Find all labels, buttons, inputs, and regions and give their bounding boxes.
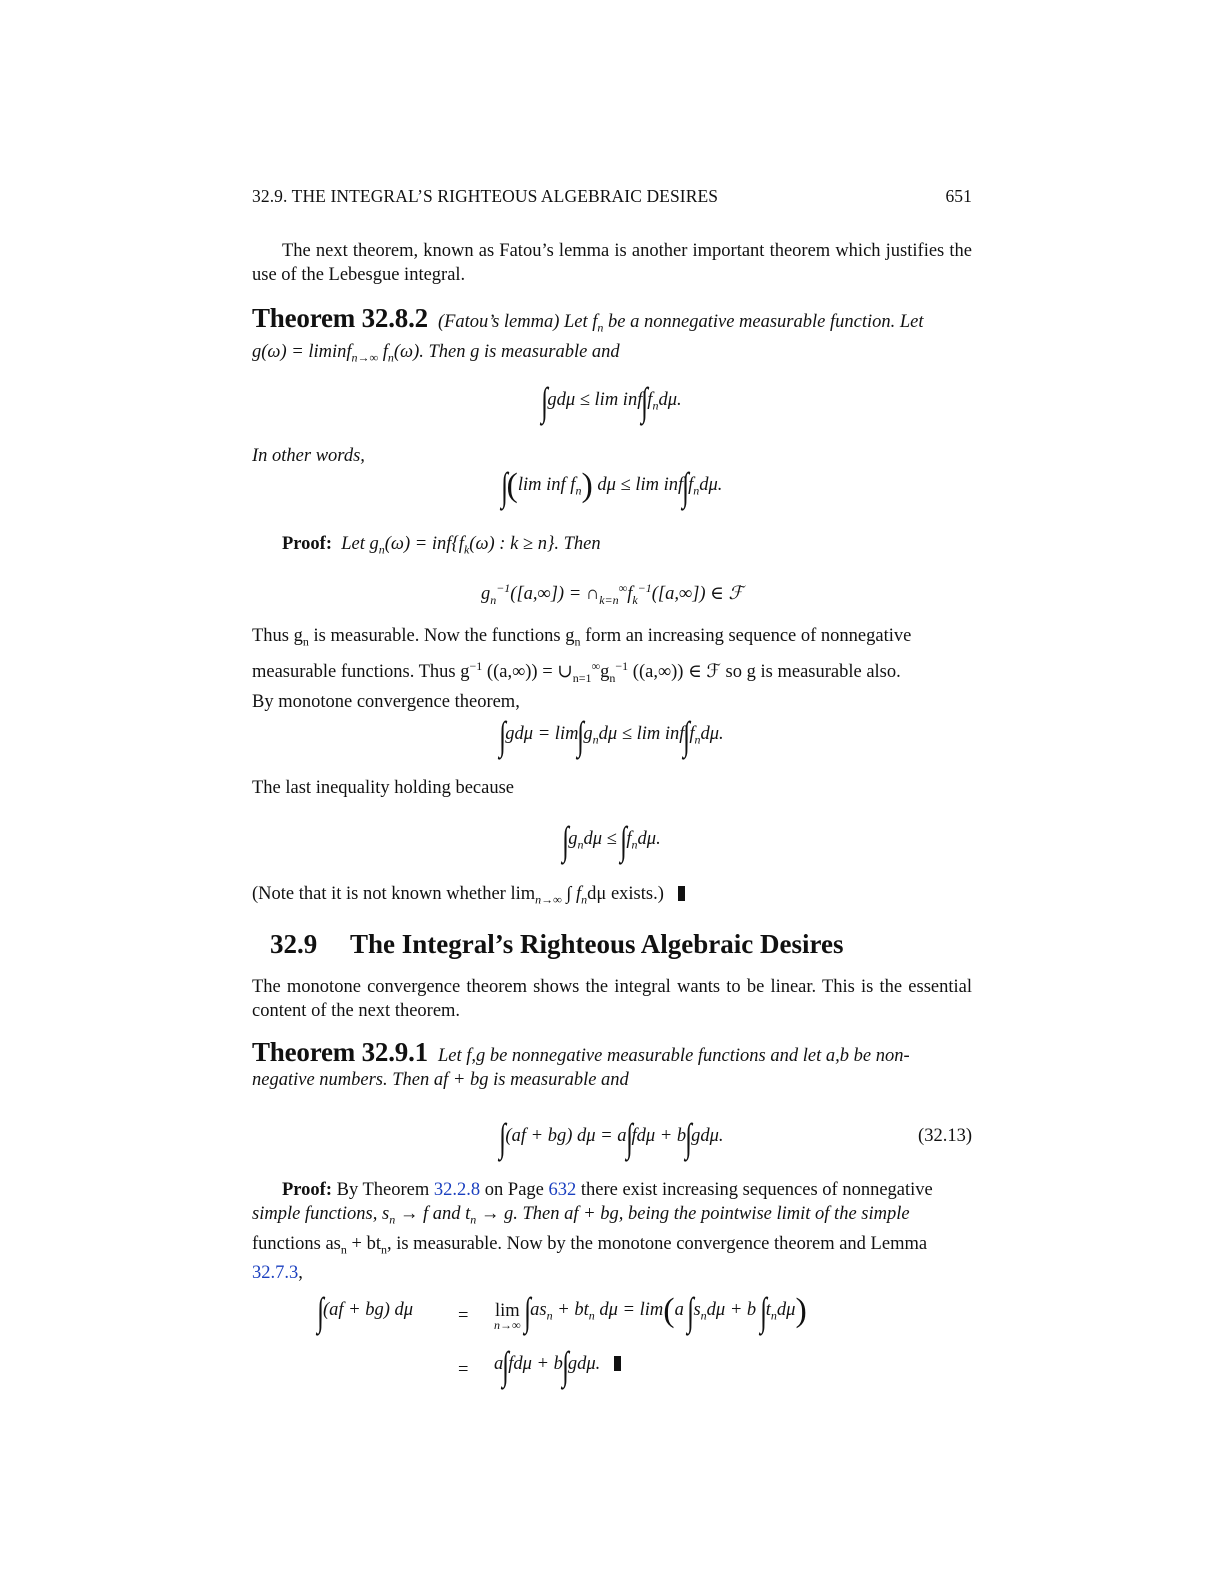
theorem-fatou: Theorem 32.8.2 (Fatou’s lemma) Let $f_n$ be a nonnegative measurable function. Let g(ω) = liminf$_{n\to\infty}$ $f_n(\omega)$. Then g is measurable and xyxy=(252,303,924,365)
proof-fatou: Proof: Let $g_n(\omega) = inf\{f_k(\omega)$ : k ≥ n}. Then xyxy=(282,534,601,557)
aligned-rhs-2: a∫fdμ + b∫gdμ. xyxy=(494,1352,621,1378)
in-other-words: In other words, xyxy=(252,446,365,466)
equation-gn-fn: $\int g_nd\mu \le \int f_nd\mu$. xyxy=(562,818,661,863)
section-heading xyxy=(270,929,990,959)
equation-32-13: ∫(af + bg) dμ = a∫fdμ + b∫gdμ. (32.13) xyxy=(499,1115,972,1160)
running-header xyxy=(252,184,972,208)
lemma-link[interactable]: 32.7.3 xyxy=(252,1263,299,1284)
note-line: (Note that it is not known whether $\lim_{n\to\infty}$ ∫ $f_nd\mu$ exists.) xyxy=(252,882,972,912)
section-title: The Integral’s Righteous Algebraic Desires xyxy=(350,929,844,959)
equation-monotone: $\int gd\mu = \lim\int g_nd\mu \le \lim inf\int f_nd\mu$. xyxy=(499,713,724,758)
aligned-eq-2: = xyxy=(458,1360,469,1380)
equation-fatou-1: $\int gd\mu \le \lim inf\int f_nd\mu$. xyxy=(541,379,682,424)
theorem-title: Theorem 32.9.1 xyxy=(252,1037,428,1067)
page-number: 651 xyxy=(945,186,972,206)
equation-fatou-2: ∫(lim inf $f_n$) $d\mu \le \lim inf\int f_nd\mu$. xyxy=(500,464,723,509)
theorem-link[interactable]: 32.2.8 xyxy=(433,1180,481,1200)
intro-paragraph: The next theorem, known as Fatou’s lemma is another important theorem which justifies the use of the Lebesgue integral. xyxy=(252,241,972,285)
qed-mark xyxy=(614,1356,621,1371)
aligned-lhs: ∫(af + bg) dμ xyxy=(317,1289,414,1334)
proof-paragraph-2: Thus $g_n$ is measurable. Now the functions $g_n$ form an increasing sequence of nonnegative measurable functions. Thus $g^{-1}$ $((a,\infty)) = \cup_{n=1}^\infty g_n^{-1}$ ((a,∞)) ∈ ℱ so g is measurable also. By monotone convergence theorem, xyxy=(252,626,912,712)
section-intro: The monotone convergence theorem shows the integral wants to be linear. This is the essential content of the next theorem. xyxy=(252,977,972,1021)
theorem-linearity: Theorem 32.9.1 Let f,g be nonnegative measurable functions and let a,b be non- negative numbers. Then af + bg is measurable and xyxy=(252,1037,910,1090)
section-number: 32.9 xyxy=(270,929,318,959)
theorem-title: Theorem 32.8.2 xyxy=(252,303,428,333)
proof-label: Proof: xyxy=(282,534,332,554)
running-title: 32.9. THE INTEGRAL’S RIGHTEOUS ALGEBRAIC DESIRES xyxy=(252,186,719,206)
equation-preimage: $g_n^{-1}([a,\infty])$ = $\cap_{k=n}^\infty f_k^{-1}([a,\infty])$ ∈ ℱ xyxy=(480,581,744,607)
equation-number: (32.13) xyxy=(918,1126,972,1146)
qed-mark xyxy=(678,886,685,901)
proof-label: Proof: xyxy=(282,1180,332,1200)
proof-linearity: Proof: By Theorem 32.2.8 on Page 632 there exist increasing sequences of nonnegative simple functions, $s_n \to f$ and $t_n \to g$. Then af + bg, being the pointwise limit of the simple functions $as_n + bt_n$, is measurable. Now by the monotone convergence theorem and Lemma 32.7.3, xyxy=(252,1180,933,1284)
aligned-rhs-1: lim n→∞ $\int as_n + bt_n$ dμ = lim(a $\int s_nd\mu + b$ $\int t_nd\mu$) xyxy=(494,1289,807,1334)
theorem-name: (Fatou’s lemma) xyxy=(437,312,560,332)
page-link[interactable]: 632 xyxy=(548,1180,577,1200)
aligned-eq-1: = xyxy=(458,1306,469,1326)
last-inequality-text: The last inequality holding because xyxy=(252,778,515,798)
